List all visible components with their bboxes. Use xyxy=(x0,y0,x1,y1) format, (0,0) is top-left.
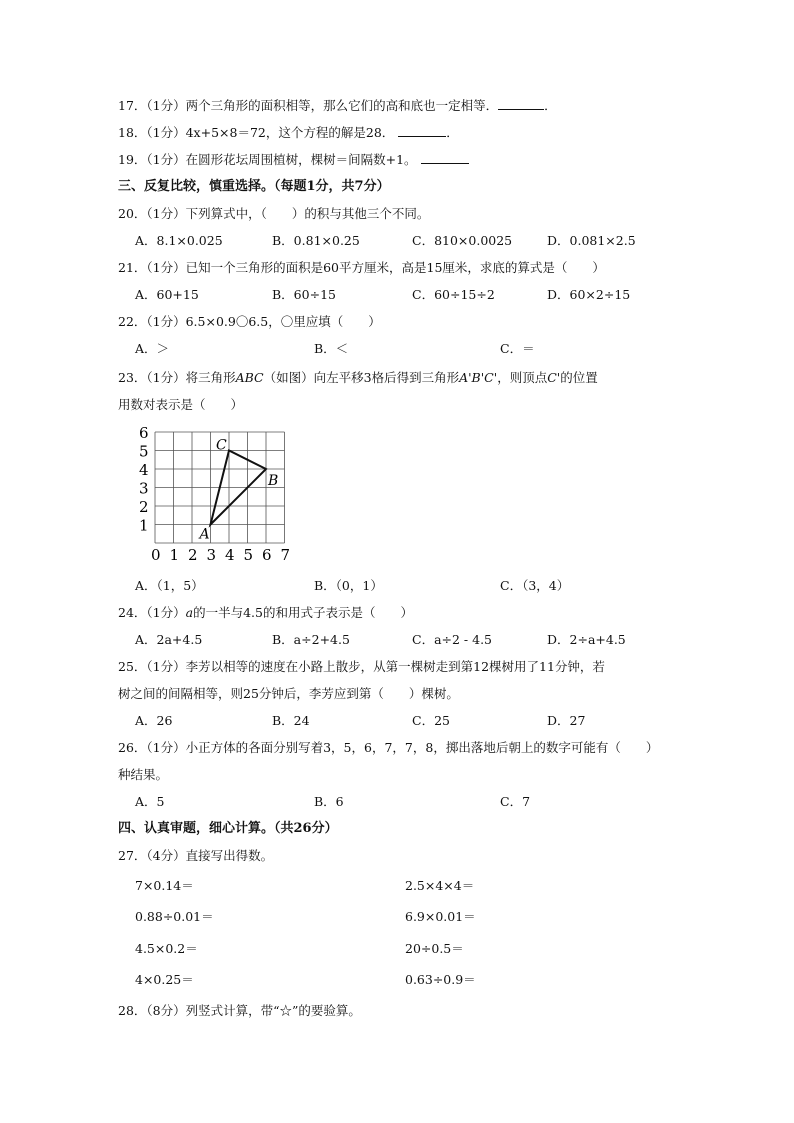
point-label-a: A xyxy=(199,526,210,543)
question-20: 20．（1分）下列算式中，（ ）的积与其他三个不同。 xyxy=(118,206,430,221)
q25-option-d[interactable]: D．27 xyxy=(547,713,586,728)
q22-option-a[interactable]: A．＞ xyxy=(135,341,170,356)
question-18-text: 18．（1分）4x+5×8＝72，这个方程的解是28． xyxy=(118,125,395,140)
q25-option-b[interactable]: B．24 xyxy=(272,713,310,728)
x-tick-label: 4 xyxy=(225,546,235,564)
question-24: 24．（1分）a的一半与4.5的和用式子表示是（ ） xyxy=(118,605,413,620)
question-23: 23．（1分）将三角形ABC（如图）向左平移3格后得到三角形A'B'C'，则顶点C'的位置 xyxy=(118,370,598,385)
y-tick-label: 3 xyxy=(139,479,149,498)
calc-item: 0.88÷0.01＝ xyxy=(135,909,214,924)
question-25: 25．（1分）李芳以相等的速度在小路上散步，从第一棵树走到第12棵树用了11分钟，若 xyxy=(118,659,605,674)
q23-option-b[interactable]: B．（0，1） xyxy=(314,578,383,593)
question-19 xyxy=(118,152,469,168)
q25-option-a[interactable]: A．26 xyxy=(135,713,173,728)
q20-option-b[interactable]: B．0.81×0.25 xyxy=(272,233,360,248)
question-21: 21．（1分）已知一个三角形的面积是60平方厘米，高是15厘米，求底的算式是（ ） xyxy=(118,260,605,275)
question-25-line-2: 树之间的间隔相等，则25分钟后，李芳应到第（ ）棵树。 xyxy=(118,686,459,701)
q24-option-a[interactable]: A．2a+4.5 xyxy=(135,632,203,647)
q24-option-d[interactable]: D．2÷a+4.5 xyxy=(547,632,626,647)
question-26: 26．（1分）小正方体的各面分别写着3，5，6，7，7，8，掷出落地后朝上的数字可能有（ ） xyxy=(118,740,659,755)
question-28: 28．（8分）列竖式计算，带“☆”的要验算。 xyxy=(118,1003,361,1018)
x-tick-label: 5 xyxy=(243,546,254,564)
point-label-c: C xyxy=(216,437,227,454)
answer-blank-17[interactable] xyxy=(498,98,544,110)
question-23-line-2: 用数对表示是（ ） xyxy=(118,397,244,412)
calc-item: 0.63÷0.9＝ xyxy=(405,972,476,987)
section-3-heading: 三、反复比较，慎重选择。（每题1分，共7分） xyxy=(118,179,390,194)
question-18: 18．（1分）4x+5×8＝72，这个方程的解是28． ． xyxy=(118,125,459,140)
y-tick-label: 2 xyxy=(139,498,149,516)
answer-blank-19[interactable] xyxy=(421,152,469,164)
q23-option-c[interactable]: C．（3，4） xyxy=(500,578,570,593)
q25-option-c[interactable]: C．25 xyxy=(412,713,450,728)
x-tick-label: 1 xyxy=(169,546,180,564)
x-tick-label: 0 xyxy=(151,546,161,564)
y-tick-label: 4 xyxy=(139,461,149,479)
section-4-heading: 四、认真审题，细心计算。（共26分） xyxy=(118,821,338,836)
q20-option-d[interactable]: D．0.081×2.5 xyxy=(547,233,636,248)
y-tick-label: 1 xyxy=(139,516,149,535)
coordinate-grid-figure xyxy=(135,423,295,569)
question-17: 17．（1分）两个三角形的面积相等，那么它们的高和底也一定相等． ． xyxy=(118,98,557,113)
calc-item: 4×0.25＝ xyxy=(135,972,194,987)
point-label-b: B xyxy=(268,473,279,489)
question-19-text: 19．（1分）在圆形花坛周围植树，棵树＝间隔数+1。 xyxy=(118,152,417,167)
q26-option-b[interactable]: B．6 xyxy=(314,794,344,809)
calc-item: 4.5×0.2＝ xyxy=(135,941,198,956)
calc-item: 6.9×0.01＝ xyxy=(405,909,476,924)
x-tick-label: 6 xyxy=(262,546,272,564)
calc-item: 20÷0.5＝ xyxy=(405,941,464,956)
q22-option-c[interactable]: C．＝ xyxy=(500,341,535,356)
x-tick-label: 2 xyxy=(188,546,198,564)
q24-option-b[interactable]: B．a÷2+4.5 xyxy=(272,632,350,647)
question-22: 22．（1分）6.5×0.9〇6.5，〇里应填（ ） xyxy=(118,314,381,329)
q20-option-a[interactable]: A．8.1×0.025 xyxy=(135,233,223,248)
calc-item: 7×0.14＝ xyxy=(135,878,194,893)
x-tick-label: 3 xyxy=(206,546,217,564)
question-27: 27．（4分）直接写出得数。 xyxy=(118,848,274,863)
q21-option-d[interactable]: D．60×2÷15 xyxy=(547,287,631,302)
y-tick-label: 5 xyxy=(139,442,149,461)
answer-blank-18[interactable] xyxy=(398,125,446,137)
q22-option-b[interactable]: B．＜ xyxy=(314,341,349,356)
x-tick-label: 7 xyxy=(280,546,291,564)
q26-option-a[interactable]: A．5 xyxy=(135,794,165,809)
y-tick-label: 6 xyxy=(139,424,149,442)
q23-option-a[interactable]: A．（1，5） xyxy=(135,578,204,593)
q24-option-c[interactable]: C．a÷2 - 4.5 xyxy=(412,632,492,647)
q21-option-c[interactable]: C．60÷15÷2 xyxy=(412,287,495,302)
question-17-text: 17．（1分）两个三角形的面积相等，那么它们的高和底也一定相等． xyxy=(118,98,499,113)
q21-option-a[interactable]: A．60+15 xyxy=(135,287,199,302)
q20-option-c[interactable]: C．810×0.0025 xyxy=(412,233,513,248)
calc-item: 2.5×4×4＝ xyxy=(405,878,475,893)
q26-option-c[interactable]: C．7 xyxy=(500,794,531,809)
q21-option-b[interactable]: B．60÷15 xyxy=(272,287,336,302)
question-26-line-2: 种结果。 xyxy=(118,767,169,782)
